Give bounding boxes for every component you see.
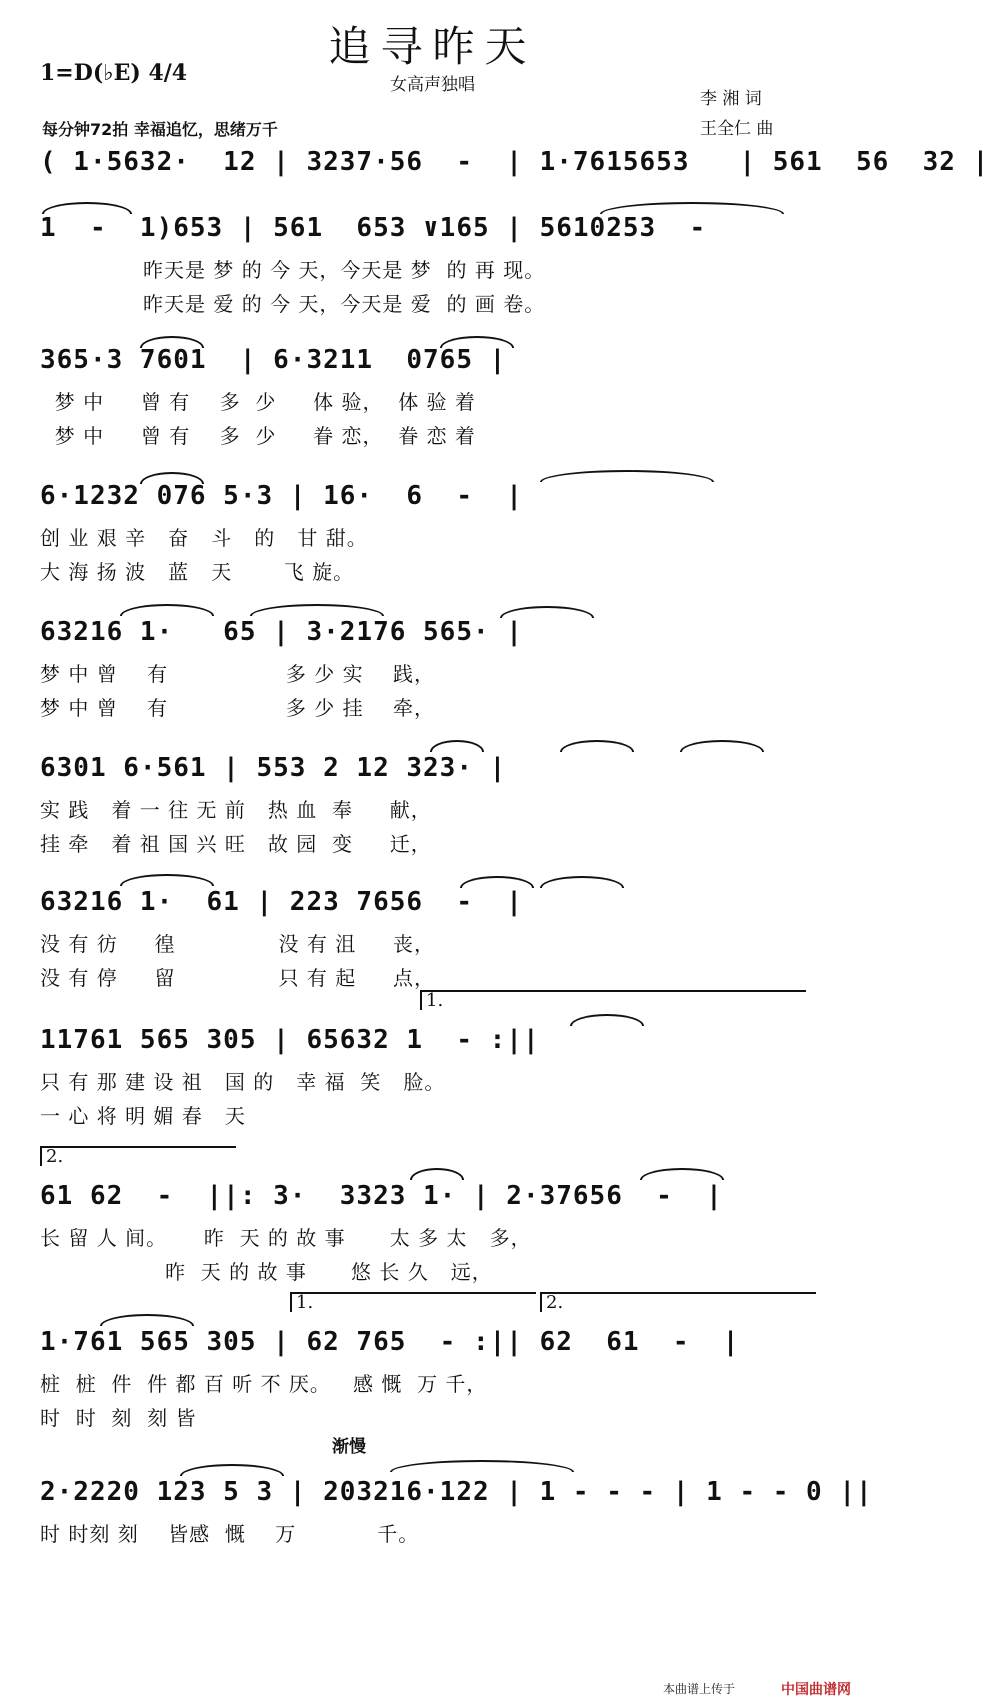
key-signature: 1=D(♭E) 4/4 <box>40 60 188 86</box>
lyric-verse-1: 长 留 人 间。 昨 天 的 故 事 太 多 太 多， <box>40 1226 532 1250</box>
lyric-verse-1: 桩 桩 件 件 都 百 听 不 厌。 感 慨 万 千， <box>40 1372 488 1396</box>
lyric-verse-2: 梦 中 曾 有 多 少 挂 牵， <box>40 696 436 720</box>
lyric-verse-2: 昨 天 的 故 事 悠 长 久 远， <box>40 1260 493 1284</box>
lyric-verse-2: 挂 牵 着 祖 国 兴 旺 故 园 变 迁， <box>40 832 432 856</box>
page-title: 追寻昨天 <box>328 22 537 71</box>
notes-row: 1·761 565 305 | 62 765 - :|| 62 61 - | <box>40 1327 740 1357</box>
volta-1: 1. <box>290 1292 536 1312</box>
volta-1: 1. <box>420 990 806 1010</box>
lyric-verse-1: 昨天是 梦 的 今 天，今天是 梦 的 再 现。 <box>40 258 546 282</box>
lyric-verse-1: 实 践 着 一 往 无 前 热 血 奉 献， <box>40 798 432 822</box>
lyric-verse-2: 梦 中 曾 有 多 少 眷 恋， 眷 恋 着 <box>40 424 476 448</box>
tempo-change-marking: 渐慢 <box>332 1437 366 1457</box>
lyricist: 李 湘 词 <box>700 89 762 109</box>
notes-row: 6·1232 076 5·3 | 16· 6 - | <box>40 481 523 511</box>
subtitle: 女高声独唱 <box>390 75 475 95</box>
notes-row: ( 1·5632· 12 | 3237·56 - | 1·7615653 | 561 56 32 | <box>40 147 989 177</box>
lyric-verse-1: 只 有 那 建 设 祖 国 的 幸 福 笑 脸。 <box>40 1070 446 1094</box>
lyric-verse-1: 梦 中 曾 有 多 少 体 验， 体 验 着 <box>40 390 476 414</box>
volta-2: 2. <box>40 1146 236 1166</box>
lyric-verse-1: 没 有 彷 徨 没 有 沮 丧， <box>40 932 436 956</box>
lyric-verse-2: 大 海 扬 波 蓝 天 飞 旋。 <box>40 560 355 584</box>
notes-row: 63216 1· 65 | 3·2176 565· | <box>40 617 523 647</box>
notes-row: 365·3 7601 | 6·3211 0765 | <box>40 345 507 375</box>
footer-uploader: 本曲谱上传于 <box>662 1682 735 1696</box>
lyric-verse-1: 创 业 艰 辛 奋 斗 的 甘 甜。 <box>40 526 368 550</box>
notes-row: 63216 1· 61 | 223 7656 - | <box>40 887 523 917</box>
lyric-verse-1: 梦 中 曾 有 多 少 实 践， <box>40 662 436 686</box>
volta-2: 2. <box>540 1292 816 1312</box>
lyric-verse-1: 时 时刻 刻 皆感 慨 万 千。 <box>40 1522 420 1546</box>
lyric-verse-2: 没 有 停 留 只 有 起 点， <box>40 966 436 990</box>
lyric-verse-2: 一 心 将 明 媚 春 天 <box>40 1104 246 1128</box>
notes-row: 11761 565 305 | 65632 1 - :|| <box>40 1025 540 1055</box>
lyric-verse-2: 昨天是 爱 的 今 天，今天是 爱 的 画 卷。 <box>40 292 546 316</box>
tempo-marking: 每分钟72拍 幸福追忆，思绪万千 <box>42 120 278 139</box>
footer-brand: 中国曲谱网 <box>781 1682 851 1698</box>
composer: 王全仁 曲 <box>700 119 774 139</box>
notes-row: 6301 6·561 | 553 2 12 323· | <box>40 753 507 783</box>
notes-row: 2·2220 123 5 3 | 203216·122 | 1 - - - | 1 - - 0 || <box>40 1477 873 1507</box>
lyric-verse-2: 时 时 刻 刻 皆 <box>40 1406 197 1430</box>
notes-row: 1 - 1)653 | 561 653 ∨165 | 5610253 - <box>40 213 707 243</box>
notes-row: 61 62 - ||: 3· 3323 1· | 2·37656 - | <box>40 1181 723 1211</box>
